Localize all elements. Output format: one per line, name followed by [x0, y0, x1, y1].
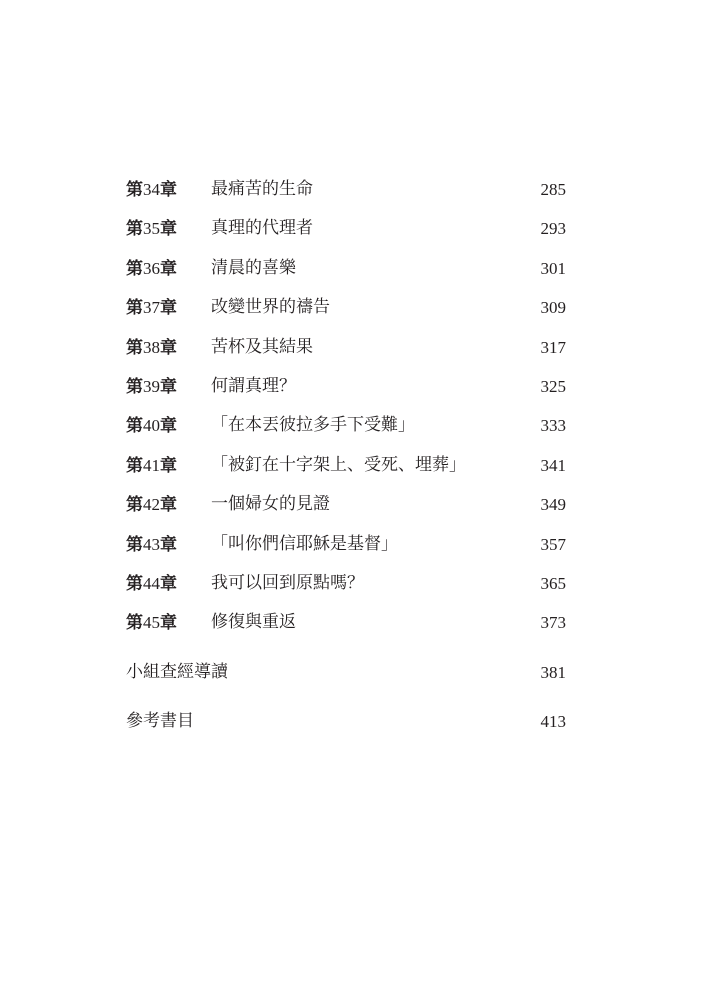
chapter-label [126, 288, 177, 328]
toc-entry [126, 525, 566, 564]
toc-entry [126, 367, 566, 406]
toc-entry [126, 170, 566, 209]
chapter-label [126, 406, 177, 446]
chapter-suffix: 章 [160, 376, 177, 397]
chapter-title: 真理的代理者 [211, 218, 313, 239]
chapter-suffix: 章 [160, 455, 177, 476]
section-title: 參考書目 [126, 710, 194, 731]
chapter-prefix: 第 [126, 219, 143, 240]
chapter-title: 我可以回到原點嗎？ [211, 572, 364, 593]
page-number: 293 [540, 219, 566, 239]
toc-entry [126, 406, 566, 445]
toc-entry [126, 485, 566, 524]
chapter-title: 「在本丟彼拉多手下受難」 [211, 415, 415, 436]
chapter-number: 39 [143, 376, 160, 396]
chapter-label [126, 485, 177, 525]
toc-entry [126, 603, 566, 642]
chapter-label [126, 525, 177, 565]
page-number: 325 [540, 376, 566, 396]
chapter-suffix: 章 [160, 613, 177, 634]
chapter-prefix: 第 [126, 534, 143, 555]
chapter-title: 一個婦女的見證 [211, 494, 330, 515]
chapter-number: 44 [143, 573, 160, 593]
chapter-number: 45 [143, 613, 160, 633]
chapter-prefix: 第 [126, 573, 143, 594]
page-number: 309 [540, 298, 566, 318]
chapter-prefix: 第 [126, 337, 143, 358]
toc-entry [126, 446, 566, 485]
page-number: 285 [540, 180, 566, 199]
chapter-suffix: 章 [160, 416, 177, 437]
chapter-prefix: 第 [126, 613, 143, 634]
page-number: 357 [540, 534, 566, 554]
chapter-number: 43 [143, 534, 160, 554]
chapter-title: 清晨的喜樂 [211, 257, 296, 278]
chapter-prefix: 第 [126, 298, 143, 319]
toc-entry [126, 209, 566, 248]
toc-entry [126, 249, 566, 288]
chapter-number: 42 [143, 495, 160, 515]
chapter-title: 苦杯及其結果 [211, 336, 313, 357]
page-number: 349 [540, 495, 566, 515]
toc-entry [126, 564, 566, 603]
page-number: 333 [540, 416, 566, 436]
chapter-prefix: 第 [126, 258, 143, 279]
section-title: 小組查經導讀 [126, 661, 228, 682]
chapter-label [126, 367, 177, 407]
chapter-suffix: 章 [160, 495, 177, 516]
toc-back-matter-entry [126, 648, 566, 697]
chapter-suffix: 章 [160, 573, 177, 594]
chapter-suffix: 章 [160, 298, 177, 319]
page-number: 381 [540, 662, 566, 682]
chapter-label [126, 170, 177, 210]
chapter-title: 何謂真理？ [211, 375, 296, 396]
page-number: 341 [540, 455, 566, 475]
chapter-prefix: 第 [126, 455, 143, 476]
chapter-suffix: 章 [160, 219, 177, 240]
back-matter-list [126, 648, 566, 746]
chapter-title: 最痛苦的生命 [211, 179, 313, 199]
chapter-label [126, 603, 177, 643]
chapter-label [126, 564, 177, 604]
chapter-prefix: 第 [126, 180, 143, 200]
chapter-number: 37 [143, 298, 160, 318]
chapter-list [126, 170, 566, 643]
page-number: 317 [540, 337, 566, 357]
chapter-number: 41 [143, 455, 160, 475]
toc-entry [126, 328, 566, 367]
page-number: 365 [540, 573, 566, 593]
chapter-label [126, 328, 177, 368]
page-number: 301 [540, 258, 566, 278]
chapter-label [126, 209, 177, 249]
chapter-number: 35 [143, 219, 160, 239]
chapter-suffix: 章 [160, 180, 177, 200]
chapter-prefix: 第 [126, 376, 143, 397]
page-number: 373 [540, 613, 566, 633]
chapter-title: 修復與重返 [211, 612, 296, 633]
chapter-prefix: 第 [126, 495, 143, 516]
chapter-number: 36 [143, 258, 160, 278]
page-number: 413 [540, 711, 566, 731]
chapter-label [126, 249, 177, 289]
chapter-suffix: 章 [160, 337, 177, 358]
chapter-title: 「被釘在十字架上、受死、埋葬」 [211, 454, 466, 475]
chapter-title: 「叫你們信耶穌是基督」 [211, 533, 398, 554]
toc-back-matter-entry [126, 697, 566, 746]
chapter-number: 34 [143, 180, 160, 199]
chapter-title: 改變世界的禱告 [211, 297, 330, 318]
chapter-label [126, 446, 177, 486]
chapter-number: 38 [143, 337, 160, 357]
toc-entry [126, 288, 566, 327]
chapter-prefix: 第 [126, 416, 143, 437]
chapter-suffix: 章 [160, 534, 177, 555]
chapter-number: 40 [143, 416, 160, 436]
table-of-contents [126, 170, 566, 746]
chapter-suffix: 章 [160, 258, 177, 279]
